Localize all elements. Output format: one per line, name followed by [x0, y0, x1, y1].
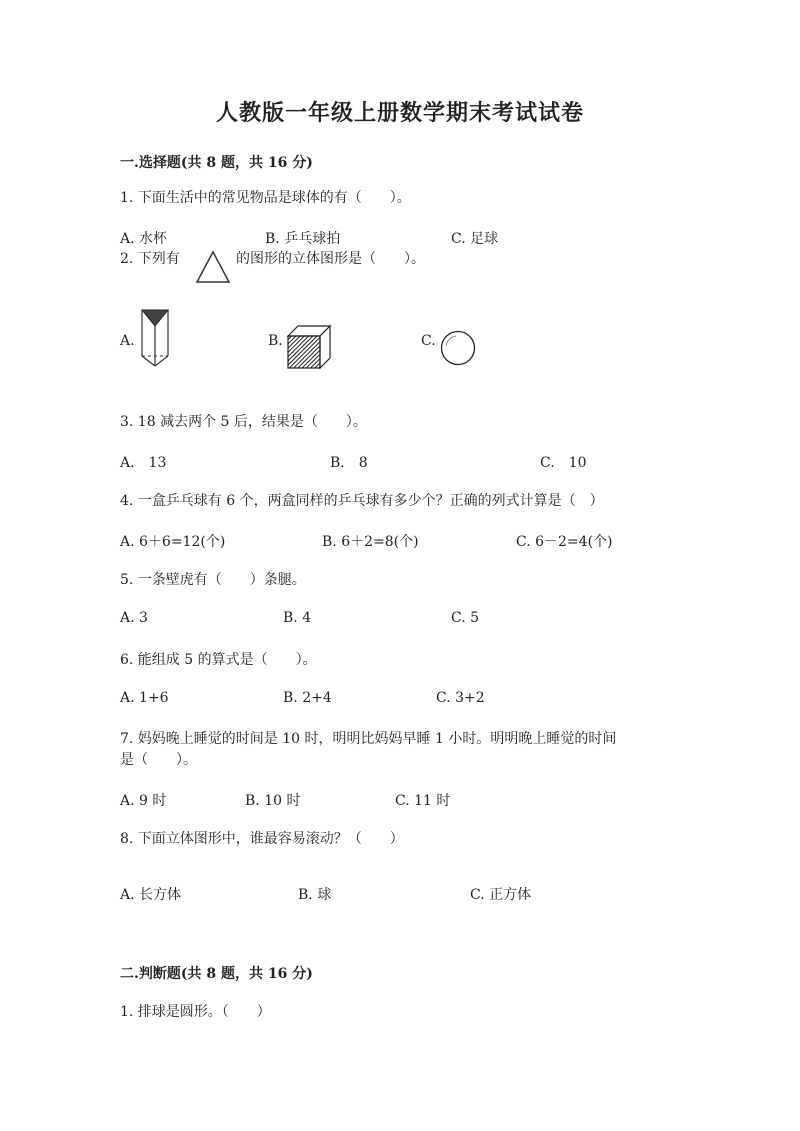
question-7-line1: 7. 妈妈晚上睡觉的时间是 10 时，明明比妈妈早睡 1 小时。明明晚上睡觉的时间	[120, 731, 617, 747]
q7-option-c[interactable]: C. 11 时	[395, 793, 451, 809]
q5-option-b[interactable]: B. 4	[283, 610, 312, 626]
q8-option-c[interactable]: C. 正方体	[470, 887, 532, 903]
q2-option-a-label[interactable]: A.	[120, 333, 135, 349]
q5-option-c[interactable]: C. 5	[451, 610, 480, 626]
question-8: 8. 下面立体图形中，谁最容易滚动？（ ）	[120, 831, 404, 847]
q3-option-c[interactable]: C. 10	[540, 455, 587, 471]
q4-option-b[interactable]: B. 6＋2=8(个)	[322, 534, 419, 550]
q1-option-a[interactable]: A. 水杯	[120, 231, 168, 247]
q1-option-c[interactable]: C. 足球	[451, 231, 499, 247]
q6-option-a[interactable]: A. 1+6	[120, 690, 169, 706]
q2-option-b-label[interactable]: B.	[268, 333, 283, 349]
q8-option-b[interactable]: B. 球	[298, 887, 332, 903]
question-5: 5. 一条壁虎有（ ）条腿。	[120, 572, 306, 588]
q6-option-c[interactable]: C. 3+2	[436, 690, 485, 706]
q5-option-a[interactable]: A. 3	[120, 610, 148, 626]
q1-option-b[interactable]: B. 乒乓球拍	[265, 231, 341, 247]
q7-option-a[interactable]: A. 9 时	[120, 793, 167, 809]
question-3: 3. 18 减去两个 5 后，结果是（ ）。	[120, 414, 367, 430]
q6-option-b[interactable]: B. 2+4	[283, 690, 332, 706]
q7-option-b[interactable]: B. 10 时	[245, 793, 301, 809]
question-2-end: 的图形的立体图形是（ ）。	[236, 251, 425, 267]
question-6: 6. 能组成 5 的算式是（ ）。	[120, 652, 317, 668]
section-heading-choice: 一.选择题(共 8 题，共 16 分)	[120, 155, 313, 171]
sphere-icon	[440, 330, 476, 366]
q3-option-a[interactable]: A. 13	[120, 455, 167, 471]
q3-option-b[interactable]: B. 8	[330, 455, 368, 471]
cube-icon	[286, 324, 332, 370]
question-7-line2: 是（ ）。	[120, 752, 197, 768]
exam-title: 人教版一年级上册数学期末考试试卷	[215, 100, 584, 126]
question-4: 4. 一盒乒乓球有 6 个，两盒同样的乒乓球有多少个？正确的列式计算是（ ）	[120, 493, 604, 509]
question-2-start: 2. 下列有	[120, 251, 180, 267]
q4-option-c[interactable]: C. 6－2=4(个)	[516, 534, 613, 550]
section-heading-judgement: 二.判断题(共 8 题，共 16 分)	[120, 966, 313, 982]
triangular-prism-icon	[138, 306, 172, 368]
judgement-question-1: 1. 排球是圆形。（ ）	[120, 1004, 271, 1020]
question-1: 1. 下面生活中的常见物品是球体的有（ ）。	[120, 190, 411, 206]
triangle-figure	[195, 250, 231, 284]
q2-option-c-label[interactable]: C.	[421, 333, 436, 349]
q4-option-a[interactable]: A. 6＋6=12(个)	[120, 534, 226, 550]
q8-option-a[interactable]: A. 长方体	[120, 887, 182, 903]
